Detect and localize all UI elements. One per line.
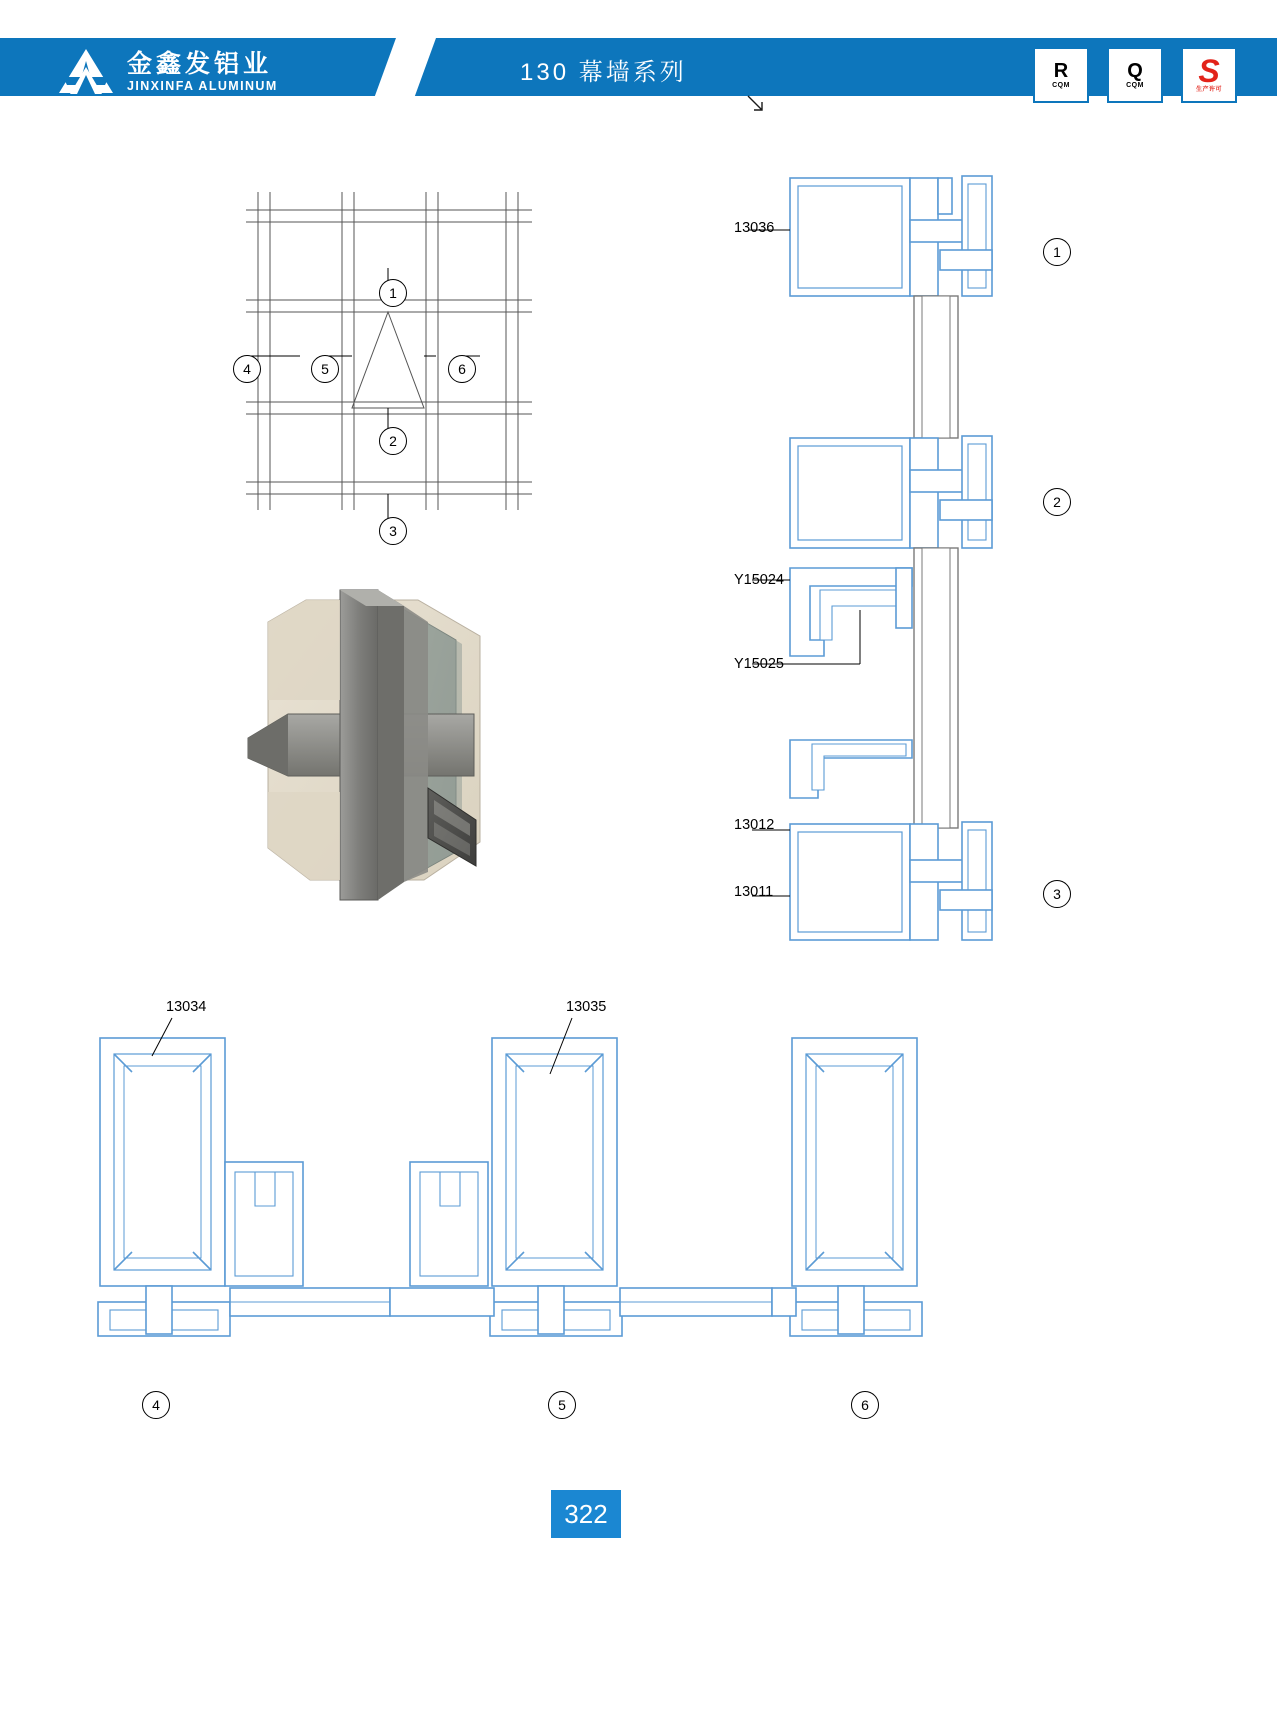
bottom-callout-6 — [851, 1391, 879, 1419]
cqm-q-badge — [1107, 47, 1163, 103]
callout-label: 3 — [389, 523, 397, 539]
brand-logo — [55, 47, 278, 97]
bottom-callout-4 — [142, 1391, 170, 1419]
page-header — [0, 0, 1277, 135]
section-label-13036: 13036 — [734, 220, 775, 236]
elevation-callout-2 — [379, 427, 407, 455]
badge-sub: CQM — [1052, 81, 1070, 89]
section-callout-3 — [1043, 880, 1071, 908]
callout-label: 5 — [558, 1397, 566, 1413]
callout-label: 6 — [861, 1397, 869, 1413]
elevation-callout-5 — [311, 355, 339, 383]
bottom-callout-5 — [548, 1391, 576, 1419]
badge-sub: CQM — [1126, 81, 1144, 89]
section-label-13012: 13012 — [734, 817, 775, 833]
callout-label: 3 — [1053, 886, 1061, 902]
callout-label: 5 — [321, 361, 329, 377]
elevation-callout-3 — [379, 517, 407, 545]
callout-label: 1 — [389, 285, 397, 301]
section-callout-1 — [1043, 238, 1071, 266]
logo-text — [127, 50, 278, 94]
logo-english-name: JINXINFA ALUMINUM — [127, 79, 278, 93]
arrow-down-right-icon — [745, 93, 767, 115]
badge-glyph: S — [1198, 52, 1220, 89]
vertical-section-diagram — [700, 170, 1050, 960]
series-title: 130 幕墙系列 — [520, 59, 687, 86]
logo-chinese-name: 金鑫发铝业 — [127, 50, 273, 78]
bottom-label-13035: 13035 — [566, 999, 607, 1015]
page-number-badge: 322 — [551, 1490, 621, 1538]
curtain-wall-3d-render — [228, 580, 548, 910]
callout-label: 4 — [243, 361, 251, 377]
badge-sub: 生产许可 — [1195, 86, 1222, 93]
callout-label: 2 — [1053, 494, 1061, 510]
section-label-13011: 13011 — [734, 884, 774, 900]
elevation-callout-4 — [233, 355, 261, 383]
horizontal-section-diagram — [80, 1010, 1130, 1370]
section-label-y15025: Y15025 — [734, 656, 784, 672]
callout-label: 4 — [152, 1397, 160, 1413]
logo-mark-icon — [55, 47, 117, 97]
bottom-label-13034: 13034 — [166, 999, 207, 1015]
elevation-callout-1 — [379, 279, 407, 307]
section-callout-2 — [1043, 488, 1071, 516]
elevation-callout-6 — [448, 355, 476, 383]
badge-glyph: Q — [1127, 59, 1143, 82]
section-label-y15024: Y15024 — [734, 572, 784, 588]
certification-badges — [1033, 47, 1237, 103]
callout-label: 1 — [1053, 244, 1061, 260]
callout-label: 6 — [458, 361, 466, 377]
s-license-badge — [1181, 47, 1237, 103]
badge-glyph: R — [1053, 59, 1069, 82]
cqm-r-badge — [1033, 47, 1089, 103]
callout-label: 2 — [389, 433, 397, 449]
elevation-diagram — [220, 180, 550, 560]
